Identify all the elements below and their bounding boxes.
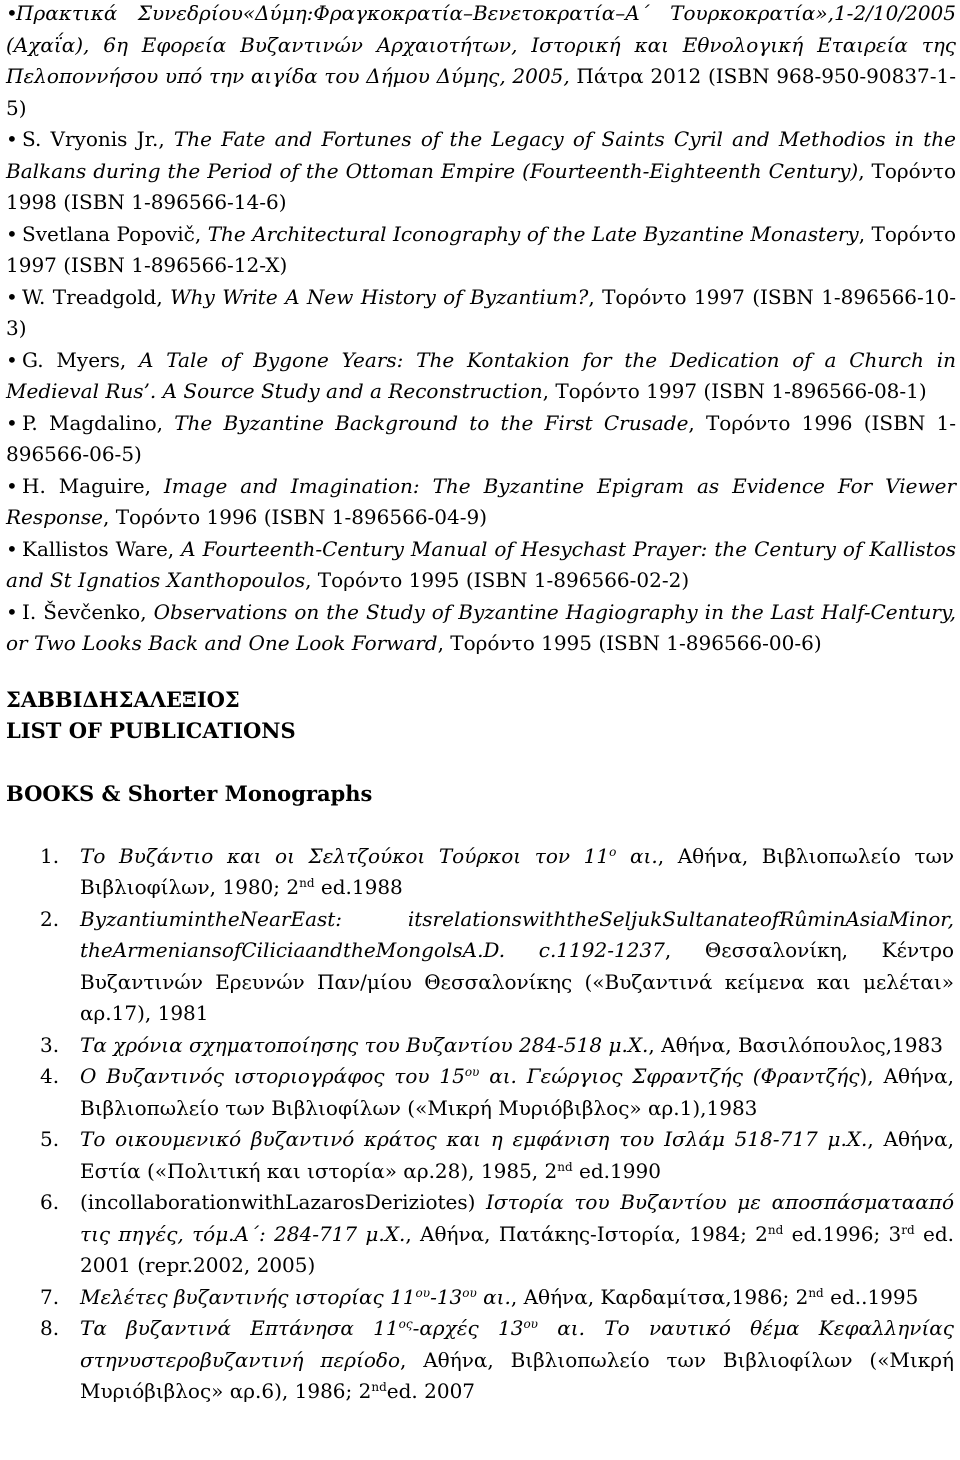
edition-sup: nd: [767, 1222, 784, 1237]
bullet-icon: [6, 219, 22, 251]
entry-details: , Τορόντο 1995 (ISBN 1-896566-00-6): [437, 631, 822, 655]
edition-sup: nd: [371, 1380, 387, 1394]
series-entry: [6, 282, 956, 345]
bullet-icon: [6, 345, 22, 377]
book-item: [6, 1124, 956, 1187]
book-title: Το Βυζάντιο και οι Σελτζούκοι Τούρκοι τον 11: [80, 843, 610, 868]
author-heading: ΣΑΒΒΙΔΗΣΑΛΕΞΙΟΣ: [6, 686, 240, 712]
edition-sup: rd: [901, 1222, 915, 1237]
ordinal-sup: ου: [464, 1065, 480, 1079]
item-number: 3.: [40, 1032, 60, 1057]
book-title-cont: -13: [430, 1284, 463, 1309]
ordinal-sup: ος: [398, 1317, 413, 1331]
entry-title: Image and Imagination: The Byzantine Epigram as Evidence For Viewer Response: [6, 473, 957, 529]
book-title: Ιστορία του Βυζαντίου με αποσπάσματααπό τις πηγές, τόμ.Α΄: 284-717 μ.Χ.: [80, 1190, 954, 1246]
bullet-icon: [6, 534, 22, 566]
book-title: Τα βυζαντινά Επτάνησα 11: [80, 1316, 399, 1340]
book-details: , Αθήνα, Πατάκης-Ιστορία, 1984; 2: [405, 1221, 768, 1246]
collaboration-note: (incollaborationwithLazarosDeriziotes): [80, 1190, 487, 1214]
book-details-cont: ed..1995: [823, 1284, 919, 1309]
entry-author: I. Ševčenko,: [22, 599, 154, 624]
book-details: ), Αθήνα, Βιβλιοπωλείο των Βιβλιοφίλων («Μικρή Μυριόβιβλος» αρ.1),1983: [80, 1064, 954, 1120]
book-title: Ο Βυζαντινός ιστοριογράφος του 15: [80, 1064, 465, 1088]
books-list: [6, 841, 956, 1408]
edition-sup: nd: [808, 1285, 824, 1300]
entry-details: , Τορόντο 1997 (ISBN 1-896566-08-1): [542, 379, 927, 403]
book-title-cont: αι. Γεώργιος Σφραντζής (Φραντζής: [479, 1064, 860, 1088]
book-title-cont: αι.: [616, 843, 658, 868]
item-number: 2.: [40, 906, 60, 931]
book-item: [6, 1282, 956, 1314]
bullet-icon: [6, 408, 22, 440]
book-item: [6, 1030, 956, 1062]
series-list: [6, 0, 956, 660]
entry-author: W. Treadgold,: [22, 284, 171, 309]
series-entry: [6, 534, 956, 597]
book-details-cont: ed.1988: [314, 875, 403, 899]
entry-details: , Τορόντο 1998 (ISBN 1-896566-14-6): [6, 158, 956, 214]
bullet-icon: [6, 471, 22, 503]
ordinal-sup: ου: [462, 1285, 477, 1300]
series-entry: [6, 345, 956, 408]
entry-details: , Τορόντο 1997 (ISBN 1-896566-12-X): [6, 221, 956, 277]
entry-details: , Τορόντο 1995 (ISBN 1-896566-02-2): [305, 568, 690, 592]
entry-author: Svetlana Popovič,: [22, 221, 208, 246]
series-entry: [6, 597, 956, 660]
bullet-icon: [6, 124, 22, 156]
entry-title: A Tale of Bygone Years: The Kontakion for the Dedication of a Church in Medieval Rus’. A Source Study and a Reconstruction: [6, 347, 956, 403]
entry-details: , Τορόντο 1996 (ISBN 1-896566-06-5): [6, 410, 957, 466]
book-details: , Θεσσαλονίκη, Κέντρο Βυζαντινών Ερευνών Παν/μίου Θεσσαλονίκης («Βυζαντινά κείμενα και μελέται» αρ.17), 1981: [80, 938, 954, 1025]
entry-details: , Τορόντο 1996 (ISBN 1-896566-04-9): [102, 505, 488, 529]
book-details-cont: ed.1996; 3: [783, 1221, 902, 1246]
item-number: 7.: [40, 1284, 60, 1309]
book-item: [6, 1313, 956, 1408]
book-details: , Αθήνα, Εστία («Πολιτική και ιστορία» αρ.28), 1985, 2: [80, 1127, 955, 1183]
book-title: ByzantiumintheNearEast: itsrelationswiththeSeljukSultanateofRûminAsiaMinor, theArmeniansofCiliciaandtheMongolsA.D. c.1192-1237: [80, 906, 954, 962]
item-number: 5.: [40, 1127, 60, 1151]
item-number: 4.: [40, 1064, 60, 1088]
ordinal-sup: ου: [523, 1317, 538, 1331]
book-details-cont: ed. 2001 (repr.2002, 2005): [80, 1221, 955, 1277]
book-item: [6, 1187, 956, 1282]
book-title-cont: -αρχές 13: [412, 1316, 524, 1340]
book-item: [6, 841, 956, 904]
book-details: , Αθήνα, Καρδαμίτσα,1986; 2: [510, 1284, 809, 1309]
entry-title: Why Write A New History of Byzantium?: [170, 284, 589, 309]
section-heading: BOOKS & Shorter Monographs: [6, 780, 373, 806]
bullet-icon: [6, 597, 22, 629]
entry-title: A Fourteenth-Century Manual of Hesychast Prayer: the Century of Kallistos and St Ignatios Xanthopoulos: [6, 536, 957, 592]
series-entry: [6, 0, 956, 124]
entry-title: The Fate and Fortunes of the Legacy of Saints Cyril and Methodios in the Balkans during the Period of the Ottoman Empire (Fourteenth-Eighteenth Century): [6, 127, 956, 183]
edition-sup: nd: [557, 1159, 573, 1174]
book-title: Το οικουμενικό βυζαντινό κράτος και η εμφάνιση του Ισλάμ 518-717 μ.Χ.: [80, 1127, 868, 1151]
entry-details: Πάτρα 2012 (ISBN 968-950-90837-1-5): [6, 64, 957, 120]
entry-title: Πρακτικά Συνεδρίου«Δύμη:Φραγκοκρατία–Βενετοκρατία–Α΄ Τουρκοκρατία»,1-2/10/2005 (Αχαΐα), 6η Εφορεία Βυζαντινών Αρχαιοτήτων, Ιστορική και Εθνολογική Εταιρεία της Πελοποννήσου υπό την αιγίδα του Δήμου Δύμης, 2005,: [6, 1, 956, 88]
entry-author: Kallistos Ware,: [22, 536, 182, 561]
series-entry: [6, 408, 956, 471]
book-title-cont: αι. Το ναυτικό θέμα Κεφαλληνίας στηνυστεροβυζαντινή περίοδο: [80, 1316, 954, 1372]
entry-details: , Τορόντο 1997 (ISBN 1-896566-10-3): [6, 284, 956, 340]
series-entry: [6, 124, 956, 219]
ordinal-sup: ο: [609, 844, 617, 859]
book-details: , Αθήνα, Βασιλόπουλος,1983: [648, 1032, 943, 1057]
series-entry: [6, 471, 956, 534]
entry-author: G. Myers,: [22, 347, 140, 372]
edition-sup: nd: [299, 876, 315, 890]
item-number: 6.: [40, 1190, 60, 1214]
list-heading: LIST OF PUBLICATIONS: [6, 717, 296, 743]
entry-author: S. Vryonis Jr.,: [22, 127, 174, 151]
book-title-cont: αι.: [476, 1284, 511, 1309]
book-details: , Αθήνα, Βιβλιοπωλείο των Βιβλιοφίλων («Μικρή Μυριόβιβλος» αρ.6), 1986; 2: [80, 1347, 954, 1403]
series-entry: [6, 219, 956, 282]
bullet-icon: [6, 0, 16, 30]
entry-title: The Architectural Iconography of the Late Byzantine Monastery: [207, 221, 859, 246]
book-details-cont: ed.1990: [572, 1158, 661, 1183]
book-item: [6, 1061, 956, 1124]
entry-title: The Byzantine Background to the First Crusade: [174, 410, 689, 435]
entry-author: H. Maguire,: [22, 473, 164, 498]
ordinal-sup: ου: [415, 1285, 431, 1300]
book-title: Τα χρόνια σχηματοποίησης του Βυζαντίου 284-518 μ.Χ.: [80, 1032, 649, 1057]
entry-author: P. Magdalino,: [22, 410, 175, 435]
item-number: 8.: [40, 1316, 60, 1340]
book-title: Μελέτες βυζαντινής ιστορίας 11: [80, 1284, 416, 1309]
item-number: 1.: [40, 843, 60, 868]
book-item: [6, 904, 956, 1030]
book-details-cont: ed. 2007: [386, 1379, 476, 1403]
book-details: , Αθήνα, Βιβλιοπωλείο των Βιβλιοφίλων, 1980; 2: [80, 843, 955, 899]
entry-title: Observations on the Study of Byzantine Hagiography in the Last Half-Century, or Two Looks Back and One Look Forward: [6, 599, 956, 655]
bullet-icon: [6, 282, 22, 314]
